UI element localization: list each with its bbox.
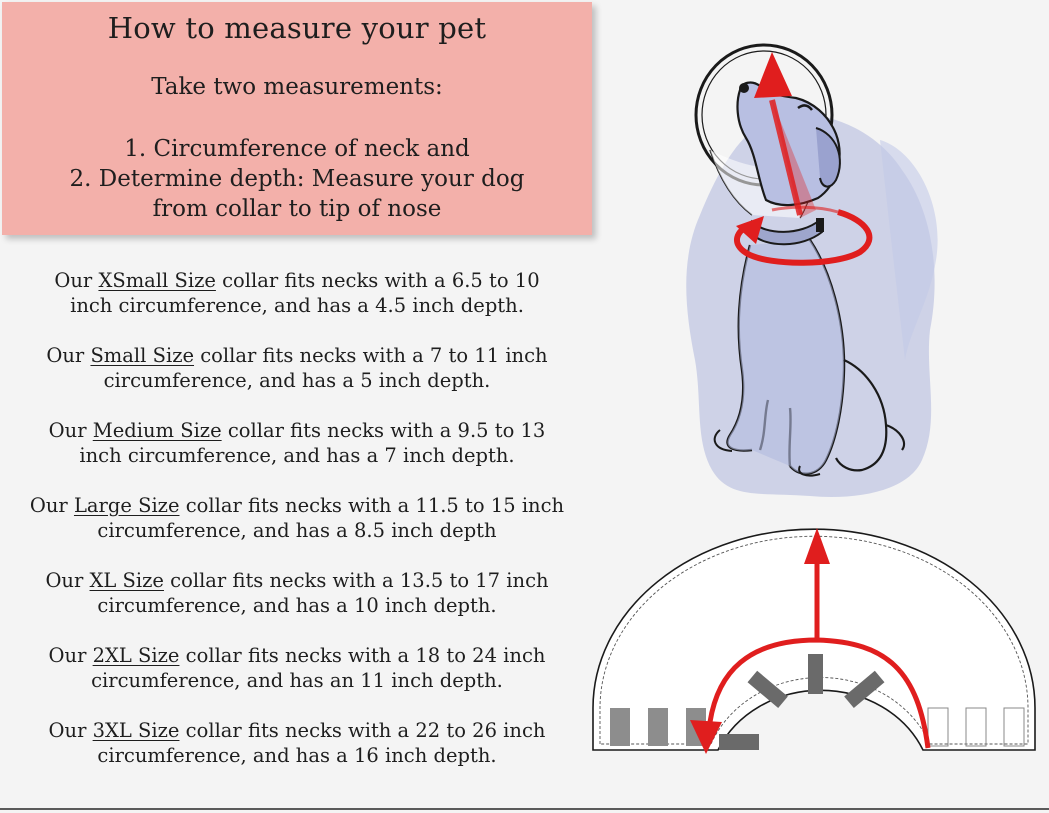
closure-tab	[648, 708, 668, 746]
size-item-small	[0, 343, 594, 418]
size-link-xl[interactable]: XL Size	[89, 569, 164, 592]
flat-cone-diagram	[588, 522, 1040, 762]
step-1: 1. Circumference of neck and	[124, 136, 470, 162]
size-line-2: circumference, and has a 10 inch depth.	[97, 594, 497, 617]
size-line-1	[0, 343, 594, 368]
size-item-2xl	[0, 643, 594, 718]
size-prefix: Our	[54, 269, 99, 292]
collar-tab	[816, 218, 824, 232]
size-line-1	[0, 643, 594, 668]
size-list	[0, 268, 594, 793]
size-link-large[interactable]: Large Size	[73, 494, 180, 517]
size-item-xl	[0, 568, 594, 643]
step-2-line-1: 2. Determine depth: Measure your dog	[69, 166, 525, 192]
size-prefix: Our	[46, 344, 91, 367]
size-link-small[interactable]: Small Size	[90, 344, 195, 367]
page-title: How to measure your pet	[107, 11, 487, 45]
size-prefix: Our	[48, 644, 93, 667]
dog-with-cone-illustration	[640, 30, 970, 505]
dog-body-fill	[727, 240, 844, 474]
size-line-1	[0, 418, 594, 443]
size-line-2: circumference, and has a 5 inch depth.	[103, 369, 491, 392]
subtitle: Take two measurements:	[151, 74, 443, 100]
size-line-2: circumference, and has a 8.5 inch depth	[97, 519, 497, 542]
size-item-3xl	[0, 718, 594, 793]
size-prefix: Our	[45, 569, 90, 592]
step-2	[2, 164, 592, 224]
size-line-1	[0, 568, 594, 593]
inner-tab	[719, 734, 759, 750]
size-link-xsmall[interactable]: XSmall Size	[98, 269, 216, 292]
size-rest: collar fits necks with a 22 to 26 inch	[179, 719, 546, 742]
dog-nose	[739, 83, 749, 93]
size-prefix: Our	[48, 719, 93, 742]
size-link-medium[interactable]: Medium Size	[92, 419, 222, 442]
step-2-line-2: from collar to tip of nose	[152, 196, 442, 222]
depth-arrow-head	[754, 52, 792, 98]
bottom-divider	[0, 808, 1049, 810]
size-rest: collar fits necks with a 6.5 to 10	[215, 269, 540, 292]
size-rest: collar fits necks with a 9.5 to 13	[221, 419, 546, 442]
size-link-3xl[interactable]: 3XL Size	[92, 719, 180, 742]
closure-tab	[610, 708, 630, 746]
size-line-2: inch circumference, and has a 4.5 inch depth.	[70, 294, 524, 317]
size-line-2: circumference, and has an 11 inch depth.	[91, 669, 503, 692]
size-prefix: Our	[48, 419, 93, 442]
size-rest: collar fits necks with a 13.5 to 17 inch	[163, 569, 549, 592]
size-item-xsmall	[0, 268, 594, 343]
size-rest: collar fits necks with a 7 to 11 inch	[194, 344, 548, 367]
header-box	[2, 2, 592, 235]
size-link-2xl[interactable]: 2XL Size	[92, 644, 180, 667]
size-line-2: inch circumference, and has a 7 inch depth.	[79, 444, 515, 467]
size-line-1	[0, 493, 594, 518]
size-item-medium	[0, 418, 594, 493]
size-rest: collar fits necks with a 11.5 to 15 inch	[179, 494, 565, 517]
size-prefix: Our	[29, 494, 74, 517]
size-line-1	[0, 718, 594, 743]
size-rest: collar fits necks with a 18 to 24 inch	[179, 644, 546, 667]
size-line-1	[0, 268, 594, 293]
size-line-2: circumference, and has a 16 inch depth.	[97, 744, 497, 767]
size-item-large	[0, 493, 594, 568]
